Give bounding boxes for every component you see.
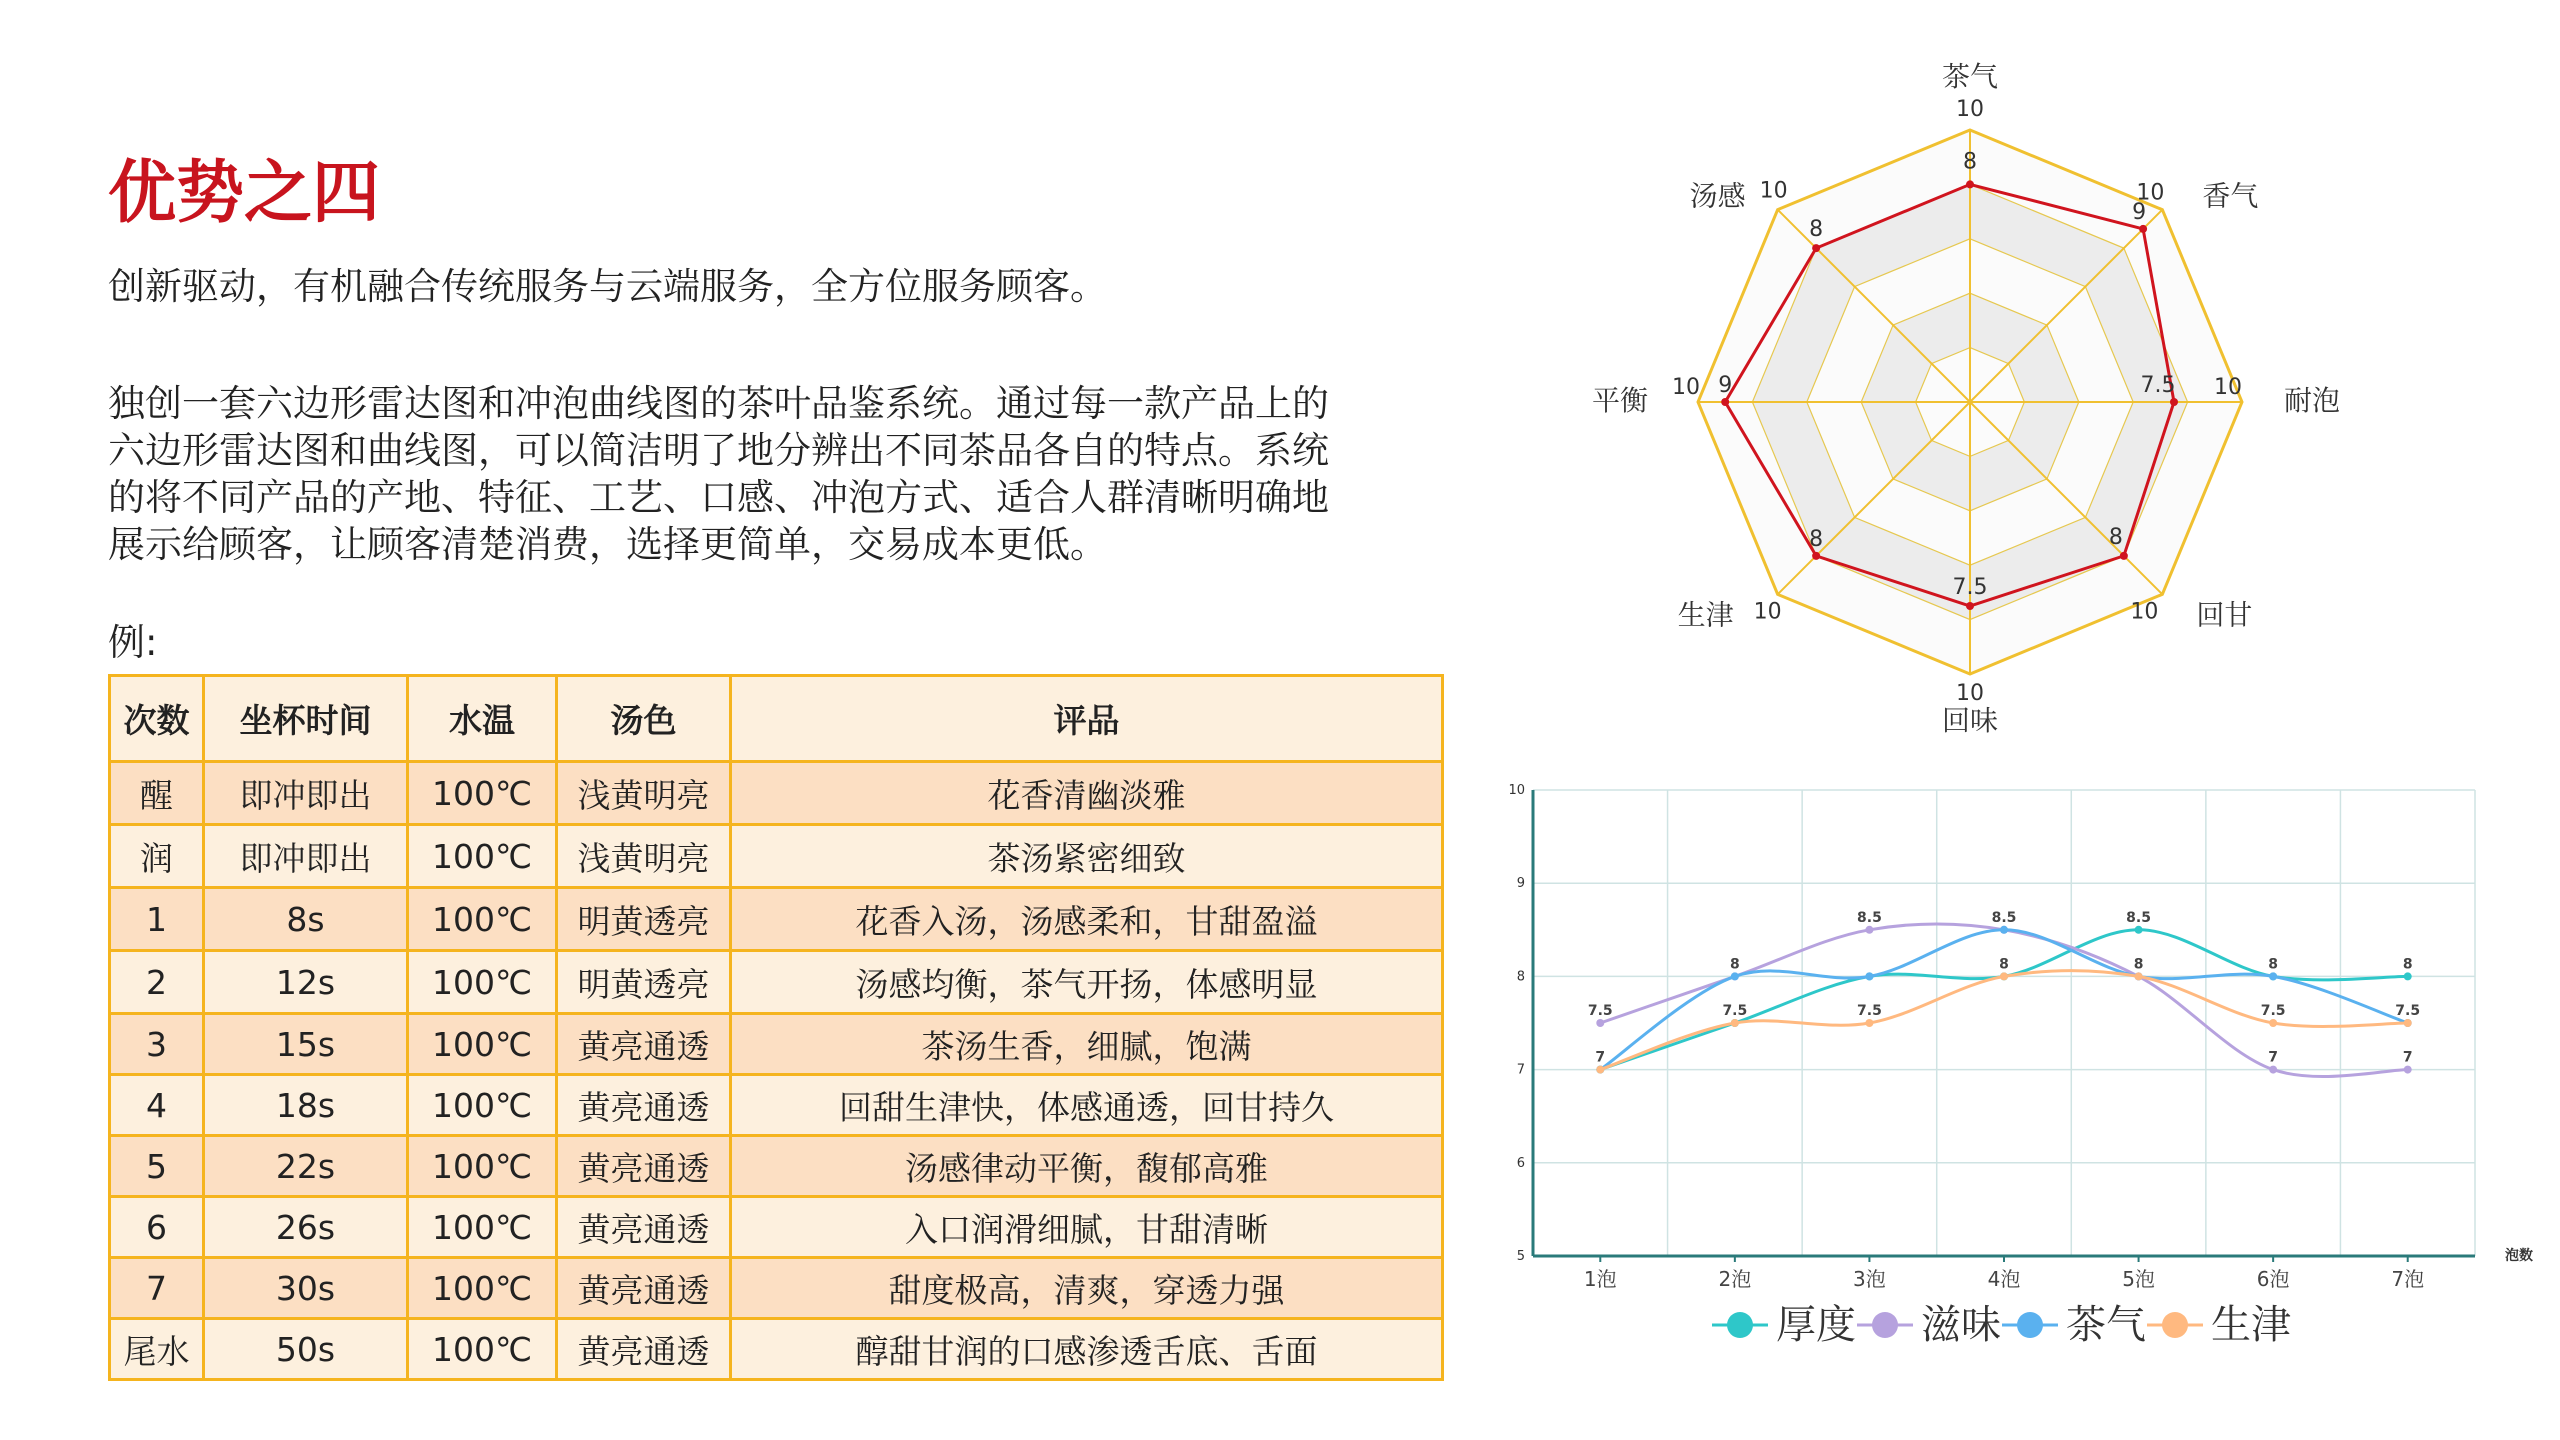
radar-value-label: 8 [1809, 526, 1824, 552]
radar-value-label: 7.5 [1952, 575, 1988, 600]
data-label: 7 [1595, 1049, 1606, 1066]
data-point [2269, 1066, 2277, 1074]
radar-axis-name: 回味 [1941, 704, 1999, 737]
legend-marker [1727, 1312, 1753, 1338]
radar-value-label: 7.5 [2140, 373, 2176, 398]
series-line [1600, 930, 2407, 1070]
legend-label: 厚度 [1776, 1302, 1856, 1348]
data-label: 8.5 [1857, 909, 1882, 926]
cell-temp: 100℃ [408, 1014, 557, 1075]
legend-label: 生津 [2211, 1302, 2291, 1348]
data-point [1596, 1066, 1604, 1074]
cell-temp: 100℃ [408, 1197, 557, 1258]
cell-time: 26s [204, 1197, 408, 1258]
data-label: 7.5 [1857, 1003, 1882, 1019]
cell-evaluation: 花香入汤，汤感柔和，甘甜盈溢 [731, 888, 1443, 951]
cell-count: 3 [110, 1014, 204, 1075]
data-point [1731, 972, 1739, 980]
header-evaluation: 评品 [731, 676, 1443, 762]
cell-color: 黄亮通透 [557, 1136, 731, 1197]
description-paragraph: 独创一套六边形雷达图和冲泡曲线图的茶叶品鉴系统。通过每一款产品上的六边形雷达图和曲线图，可以简洁明了地分辨出不同茶品各自的特点。系统的将不同产品的产地、特征、工艺、口感、冲泡方式、适合人群清晰明确地展示给顾客，让顾客清楚消费，选择更简单，交易成本更低。 [108, 382, 1329, 566]
radar-max-label: 10 [2130, 599, 2159, 625]
data-point [2269, 972, 2277, 980]
cell-temp: 100℃ [408, 1319, 557, 1380]
cell-time: 22s [204, 1136, 408, 1197]
data-label: 7.5 [1722, 1003, 1748, 1019]
x-tick-label: 3泡 [1853, 1267, 1886, 1291]
legend-marker [2162, 1312, 2188, 1338]
data-label: 8 [2133, 956, 2144, 973]
data-point [1865, 926, 1873, 934]
legend-marker [1872, 1312, 1898, 1338]
data-label: 7 [2268, 1049, 2279, 1066]
x-tick-label: 6泡 [2256, 1267, 2290, 1291]
header-count: 次数 [110, 676, 204, 762]
y-tick-label: 6 [1516, 1155, 1525, 1171]
data-point [2135, 926, 2143, 934]
cell-time: 18s [204, 1075, 408, 1136]
radar-value-label: 8 [1809, 217, 1824, 243]
cell-evaluation: 茶汤生香，细腻，饱满 [731, 1014, 1443, 1075]
x-tick-label: 4泡 [1987, 1267, 2021, 1291]
data-label: 7.5 [1587, 1003, 1613, 1019]
data-point [1865, 972, 1873, 980]
cell-count: 润 [110, 825, 204, 888]
cell-color: 黄亮通透 [557, 1319, 731, 1380]
x-tick-label: 7泡 [2391, 1267, 2425, 1291]
data-point [2404, 1066, 2412, 1074]
data-label: 8.5 [2126, 909, 2151, 926]
cell-evaluation: 汤感均衡，茶气开扬，体感明显 [731, 951, 1443, 1014]
cell-count: 6 [110, 1197, 204, 1258]
cell-temp: 100℃ [408, 825, 557, 888]
radar-value-label: 9 [1718, 373, 1733, 398]
legend-label: 茶气 [2066, 1302, 2146, 1348]
cell-evaluation: 醇甜甘润的口感渗透舌底、舌面 [731, 1319, 1443, 1380]
radar-axis-name: 汤感 [1689, 179, 1746, 213]
data-label: 8 [1999, 956, 2009, 973]
cell-temp: 100℃ [408, 1258, 557, 1319]
cell-evaluation: 茶汤紧密细致 [731, 825, 1443, 888]
data-label: 7.5 [2395, 1003, 2421, 1019]
radar-value-label: 8 [1963, 149, 1977, 175]
radar-axis-name: 生津 [1677, 598, 1734, 632]
y-tick-label: 9 [1516, 876, 1525, 892]
radar-axis-name: 耐泡 [2283, 384, 2341, 417]
series-line [1600, 971, 2407, 1070]
cell-time: 8s [204, 888, 408, 951]
cell-evaluation: 回甜生津快，体感通透，回甘持久 [731, 1075, 1443, 1136]
cell-time: 15s [204, 1014, 408, 1075]
data-point [2000, 972, 2008, 980]
cell-color: 黄亮通透 [557, 1014, 731, 1075]
radar-value-label: 8 [2108, 524, 2123, 550]
radar-axis-name: 香气 [2202, 179, 2259, 213]
cell-evaluation: 汤感律动平衡，馥郁高雅 [731, 1136, 1443, 1197]
data-label: 8 [2268, 956, 2279, 973]
cell-color: 黄亮通透 [557, 1197, 731, 1258]
cell-time: 50s [204, 1319, 408, 1380]
page-title: 优势之四 [108, 154, 381, 233]
cell-count: 醒 [110, 762, 204, 825]
cell-count: 7 [110, 1258, 204, 1319]
series-line [1600, 930, 2407, 1070]
x-tick-label: 1泡 [1583, 1267, 1617, 1291]
cell-evaluation: 甜度极高，清爽，穿透力强 [731, 1258, 1443, 1319]
cell-evaluation: 花香清幽淡雅 [731, 762, 1443, 825]
data-point [1865, 1019, 1873, 1027]
cell-time: 即冲即出 [204, 825, 408, 888]
cell-temp: 100℃ [408, 1075, 557, 1136]
x-tick-label: 5泡 [2122, 1267, 2155, 1291]
y-tick-label: 5 [1516, 1249, 1525, 1264]
data-point [2135, 972, 2143, 980]
cell-count: 1 [110, 888, 204, 951]
cell-count: 尾水 [110, 1319, 204, 1380]
y-tick-label: 10 [1508, 783, 1525, 798]
x-tick-label: 2泡 [1718, 1267, 1752, 1291]
radar-axis-name: 茶气 [1941, 60, 1999, 93]
data-point [2000, 926, 2008, 934]
data-point [1731, 1019, 1739, 1027]
data-label: 7 [2402, 1049, 2413, 1066]
cell-color: 黄亮通透 [557, 1075, 731, 1136]
radar-max-label: 10 [1753, 599, 1782, 625]
cell-count: 5 [110, 1136, 204, 1197]
cell-time: 30s [204, 1258, 408, 1319]
radar-max-label: 10 [2214, 375, 2242, 400]
radar-value-label: 9 [2132, 199, 2147, 225]
cell-temp: 100℃ [408, 951, 557, 1014]
radar-axis-name: 平衡 [1591, 384, 1649, 417]
subtitle: 创新驱动，有机融合传统服务与云端服务，全方位服务顾客。 [108, 265, 1107, 308]
cell-count: 2 [110, 951, 204, 1014]
y-tick-label: 8 [1516, 969, 1525, 985]
header-liquor-color: 汤色 [557, 676, 731, 762]
cell-color: 明黄透亮 [557, 888, 731, 951]
cell-temp: 100℃ [408, 762, 557, 825]
radar-axis-name: 回甘 [2196, 598, 2253, 632]
radar-max-label: 10 [1759, 178, 1788, 204]
legend-label: 滋味 [1921, 1302, 2001, 1348]
cell-count: 4 [110, 1075, 204, 1136]
cell-evaluation: 入口润滑细腻，甘甜清晰 [731, 1197, 1443, 1258]
data-point [1596, 1019, 1604, 1027]
x-axis-label: 泡数 [2505, 1248, 2533, 1264]
radar-max-label: 10 [2136, 180, 2165, 206]
series-line [1600, 924, 2407, 1077]
cell-color: 浅黄明亮 [557, 825, 731, 888]
cell-color: 明黄透亮 [557, 951, 731, 1014]
cell-temp: 100℃ [408, 888, 557, 951]
cell-time: 12s [204, 951, 408, 1014]
data-point [2269, 1019, 2277, 1027]
cell-color: 浅黄明亮 [557, 762, 731, 825]
y-tick-label: 7 [1516, 1062, 1525, 1078]
data-point [2404, 972, 2412, 980]
header-steep-time: 坐杯时间 [204, 676, 408, 762]
example-label: 例: [108, 621, 158, 664]
data-point [2404, 1019, 2412, 1027]
radar-max-label: 10 [1956, 681, 1984, 706]
header-water-temp: 水温 [408, 676, 557, 762]
radar-max-label: 10 [1672, 375, 1700, 400]
cell-temp: 100℃ [408, 1136, 557, 1197]
cell-color: 黄亮通透 [557, 1258, 731, 1319]
data-label: 8 [2402, 956, 2413, 973]
cell-time: 即冲即出 [204, 762, 408, 825]
data-label: 8.5 [1991, 909, 2017, 926]
legend-marker [2017, 1312, 2043, 1338]
data-label: 8 [1729, 956, 1740, 973]
data-label: 7.5 [2260, 1003, 2286, 1019]
radar-max-label: 10 [1956, 97, 1984, 122]
